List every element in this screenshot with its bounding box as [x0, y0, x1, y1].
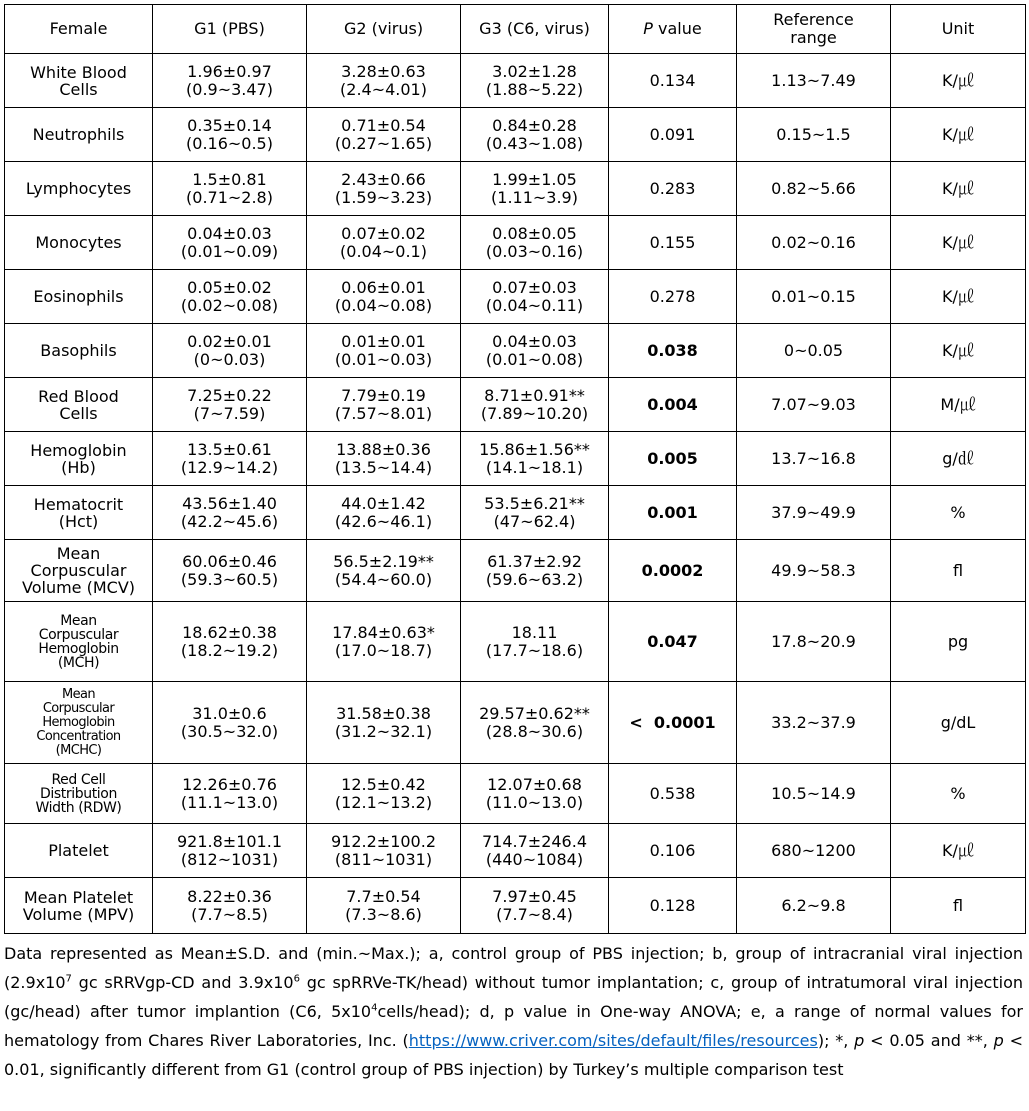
g3-value: 61.37±2.92 (59.6~63.2) [461, 540, 609, 602]
g1-value: 1.5±0.81 (0.71~2.8) [153, 162, 307, 216]
table-row [5, 486, 1026, 540]
g2-value: 0.07±0.02 (0.04~0.1) [307, 216, 461, 270]
unit: K/㎕ [891, 216, 1026, 270]
g2-value: 12.5±0.42 (12.1~13.2) [307, 764, 461, 824]
g1-value: 0.04±0.03 (0.01~0.09) [153, 216, 307, 270]
p-value: 0.004 [609, 378, 737, 432]
reference-range: 680~1200 [737, 824, 891, 878]
g2-value: 2.43±0.66 (1.59~3.23) [307, 162, 461, 216]
table-body [5, 54, 1026, 934]
g3-value: 0.07±0.03 (0.04~0.11) [461, 270, 609, 324]
g1-value: 13.5±0.61 (12.9~14.2) [153, 432, 307, 486]
reference-range: 17.8~20.9 [737, 602, 891, 682]
g2-value: 31.58±0.38 (31.2~32.1) [307, 682, 461, 764]
parameter-name: White Blood Cells [5, 54, 153, 108]
parameter-name: Mean Platelet Volume (MPV) [5, 878, 153, 934]
parameter-name: Hematocrit (Hct) [5, 486, 153, 540]
document [4, 4, 1025, 1084]
p-value: 0.155 [609, 216, 737, 270]
reference-range: 37.9~49.9 [737, 486, 891, 540]
header-sex: Female [5, 5, 153, 54]
g3-value: 0.84±0.28 (0.43~1.08) [461, 108, 609, 162]
reference-range: 1.13~7.49 [737, 54, 891, 108]
g3-value: 8.71±0.91** (7.89~10.20) [461, 378, 609, 432]
p-value: 0.278 [609, 270, 737, 324]
g3-value: 15.86±1.56** (14.1~18.1) [461, 432, 609, 486]
table-row [5, 432, 1026, 486]
table-row [5, 824, 1026, 878]
unit: M/㎕ [891, 378, 1026, 432]
p-value: < 0.0001 [609, 682, 737, 764]
table-row [5, 540, 1026, 602]
parameter-name: Lymphocytes [5, 162, 153, 216]
reference-range: 0.82~5.66 [737, 162, 891, 216]
unit: K/㎕ [891, 54, 1026, 108]
table-row [5, 324, 1026, 378]
g1-value: 7.25±0.22 (7~7.59) [153, 378, 307, 432]
parameter-name: Red Blood Cells [5, 378, 153, 432]
g3-value: 12.07±0.68 (11.0~13.0) [461, 764, 609, 824]
unit: K/㎕ [891, 824, 1026, 878]
hematology-table [4, 4, 1026, 934]
reference-range: 6.2~9.8 [737, 878, 891, 934]
g2-value: 3.28±0.63 (2.4~4.01) [307, 54, 461, 108]
g3-value: 714.7±246.4 (440~1084) [461, 824, 609, 878]
table-row [5, 54, 1026, 108]
unit: K/㎕ [891, 270, 1026, 324]
p-value: 0.0002 [609, 540, 737, 602]
unit: K/㎕ [891, 162, 1026, 216]
parameter-name: Eosinophils [5, 270, 153, 324]
g2-value: 56.5±2.19** (54.4~60.0) [307, 540, 461, 602]
reference-range: 33.2~37.9 [737, 682, 891, 764]
unit: % [891, 764, 1026, 824]
g2-value: 17.84±0.63* (17.0~18.7) [307, 602, 461, 682]
g3-value: 1.99±1.05 (1.11~3.9) [461, 162, 609, 216]
table-row [5, 216, 1026, 270]
g3-value: 53.5±6.21** (47~62.4) [461, 486, 609, 540]
reference-range: 0.02~0.16 [737, 216, 891, 270]
g1-value: 921.8±101.1 (812~1031) [153, 824, 307, 878]
p-value: 0.047 [609, 602, 737, 682]
reference-range: 0.01~0.15 [737, 270, 891, 324]
g2-value: 0.71±0.54 (0.27~1.65) [307, 108, 461, 162]
header-reference-range: Reference range [737, 5, 891, 54]
g1-value: 0.02±0.01 (0~0.03) [153, 324, 307, 378]
table-row [5, 162, 1026, 216]
table-row [5, 602, 1026, 682]
p-value: 0.091 [609, 108, 737, 162]
table-row [5, 764, 1026, 824]
header-unit: Unit [891, 5, 1026, 54]
header-g1: G1 (PBS) [153, 5, 307, 54]
reference-range: 49.9~58.3 [737, 540, 891, 602]
parameter-name: Mean Corpuscular Volume (MCV) [5, 540, 153, 602]
unit: K/㎕ [891, 108, 1026, 162]
reference-range: 0.15~1.5 [737, 108, 891, 162]
footnote: Data represented as Mean±S.D. and (min.~Max.); a, control group of PBS injection; b, group of intracranial viral injection ($2.9x10^7$ gc sRRVgp-CD and $3.9x10^6$ gc spRRVe-TK/head) without tumor implantation; c, group of intratumoral viral injection (gc/head) after tumor implantion (C6, $5x10^4cells/head$); d, p value in One-way ANOVA; e, a range of normal values for hematology from Chares River Laboratories, Inc. (https://www.criver.com/sites/default/files/resources); *, p < 0.05 and **, p < 0.01, significantly different from G1 (control group of PBS injection) by Turkey’s multiple comparison test [4, 944, 1023, 1079]
g1-value: 8.22±0.36 (7.7~8.5) [153, 878, 307, 934]
g2-value: 0.01±0.01 (0.01~0.03) [307, 324, 461, 378]
reference-range: 13.7~16.8 [737, 432, 891, 486]
p-value: 0.134 [609, 54, 737, 108]
p-value: 0.106 [609, 824, 737, 878]
parameter-name: Platelet [5, 824, 153, 878]
p-value: 0.283 [609, 162, 737, 216]
parameter-name: Hemoglobin (Hb) [5, 432, 153, 486]
g1-value: 1.96±0.97 (0.9~3.47) [153, 54, 307, 108]
g2-value: 44.0±1.42 (42.6~46.1) [307, 486, 461, 540]
g3-value: 3.02±1.28 (1.88~5.22) [461, 54, 609, 108]
parameter-name: Mean Corpuscular Hemoglobin Concentration (MCHC) [5, 682, 153, 764]
reference-range: 7.07~9.03 [737, 378, 891, 432]
p-value: 0.538 [609, 764, 737, 824]
header-p-value: P value [609, 5, 737, 54]
g3-value: 18.11 (17.7~18.6) [461, 602, 609, 682]
unit: g/dL [891, 682, 1026, 764]
header-g3: G3 (C6, virus) [461, 5, 609, 54]
parameter-name: Neutrophils [5, 108, 153, 162]
table-row [5, 270, 1026, 324]
criver-link[interactable]: https://www.criver.com/sites/default/files/resources [408, 1031, 818, 1050]
g2-value: 13.88±0.36 (13.5~14.4) [307, 432, 461, 486]
p-value: 0.001 [609, 486, 737, 540]
g1-value: 18.62±0.38 (18.2~19.2) [153, 602, 307, 682]
header-g2: G2 (virus) [307, 5, 461, 54]
unit: % [891, 486, 1026, 540]
g2-value: 7.79±0.19 (7.57~8.01) [307, 378, 461, 432]
g1-value: 31.0±0.6 (30.5~32.0) [153, 682, 307, 764]
reference-range: 0~0.05 [737, 324, 891, 378]
g2-value: 0.06±0.01 (0.04~0.08) [307, 270, 461, 324]
g3-value: 7.97±0.45 (7.7~8.4) [461, 878, 609, 934]
g2-value: 7.7±0.54 (7.3~8.6) [307, 878, 461, 934]
parameter-name: Monocytes [5, 216, 153, 270]
g1-value: 0.35±0.14 (0.16~0.5) [153, 108, 307, 162]
table-row [5, 108, 1026, 162]
reference-range: 10.5~14.9 [737, 764, 891, 824]
table-row [5, 378, 1026, 432]
p-value: 0.005 [609, 432, 737, 486]
table-row [5, 682, 1026, 764]
parameter-name: Basophils [5, 324, 153, 378]
unit: pg [891, 602, 1026, 682]
parameter-name: Red Cell Distribution Width (RDW) [5, 764, 153, 824]
g2-value: 912.2±100.2 (811~1031) [307, 824, 461, 878]
g3-value: 29.57±0.62** (28.8~30.6) [461, 682, 609, 764]
parameter-name: Mean Corpuscular Hemoglobin (MCH) [5, 602, 153, 682]
p-value: 0.038 [609, 324, 737, 378]
g1-value: 0.05±0.02 (0.02~0.08) [153, 270, 307, 324]
g1-value: 43.56±1.40 (42.2~45.6) [153, 486, 307, 540]
g1-value: 12.26±0.76 (11.1~13.0) [153, 764, 307, 824]
unit: g/㎗ [891, 432, 1026, 486]
g3-value: 0.08±0.05 (0.03~0.16) [461, 216, 609, 270]
unit: fl [891, 540, 1026, 602]
p-value: 0.128 [609, 878, 737, 934]
g3-value: 0.04±0.03 (0.01~0.08) [461, 324, 609, 378]
unit: fl [891, 878, 1026, 934]
g1-value: 60.06±0.46 (59.3~60.5) [153, 540, 307, 602]
unit: K/㎕ [891, 324, 1026, 378]
table-header [5, 5, 1026, 54]
table-row [5, 878, 1026, 934]
